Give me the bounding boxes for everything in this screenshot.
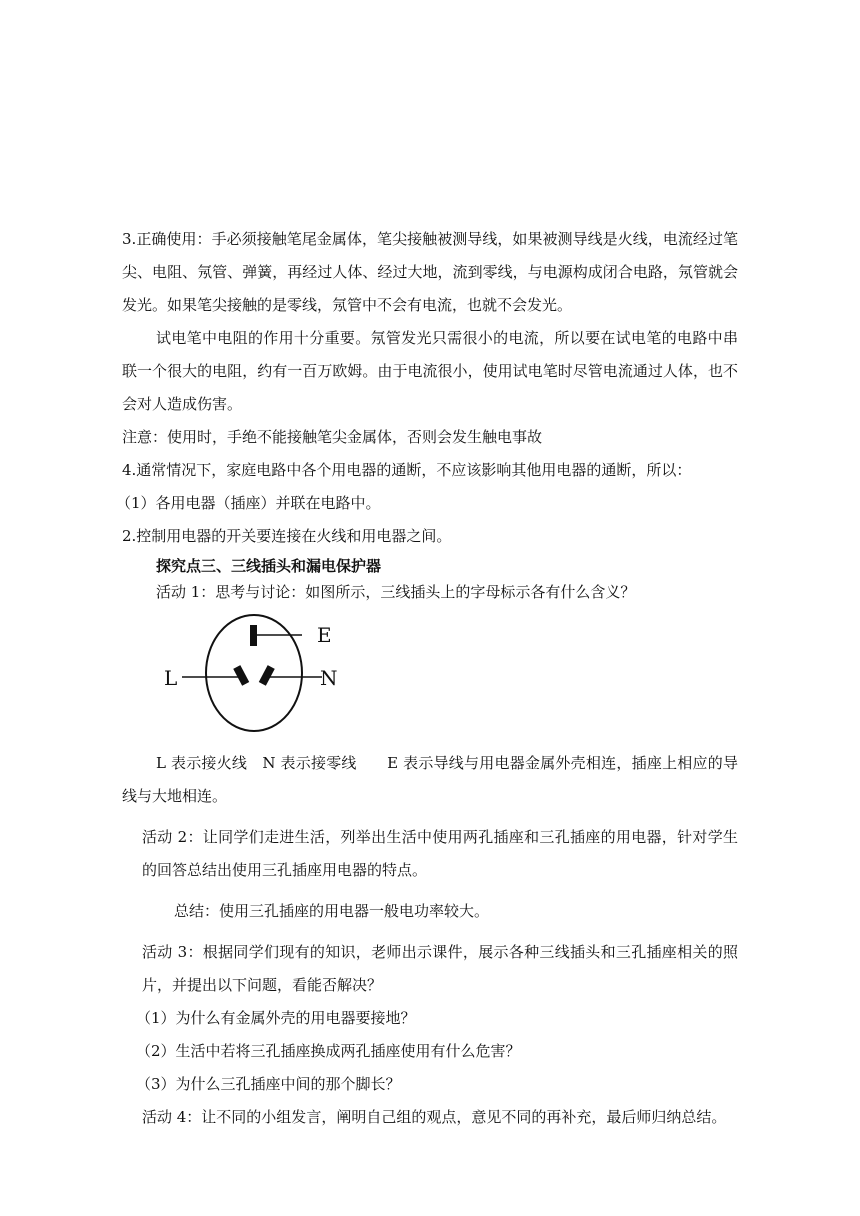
label-e: E bbox=[317, 623, 332, 647]
paragraph-household-circuit: 4.通常情况下，家庭电路中各个用电器的通断，不应该影响其他用电器的通断，所以： bbox=[122, 461, 692, 479]
section-heading: 探究点三、三线插头和漏电保护器 bbox=[156, 557, 382, 575]
three-pin-plug-figure bbox=[122, 611, 738, 739]
paragraph-parallel: （1）各用电器（插座）并联在电路中。 bbox=[116, 494, 381, 512]
paragraph-caution: 注意：使用时，手绝不能接触笔尖金属体，否则会发生触电事故 bbox=[122, 428, 543, 446]
paragraph-switch: 2.控制用电器的开关要连接在火线和用电器之间。 bbox=[122, 527, 452, 545]
activity-3: 活动 3：根据同学们现有的知识，老师出示课件，展示各种三线插头和三孔插座相关的照片，并提出以下问题，看能否解决？ bbox=[142, 943, 738, 994]
activity-4: 活动 4：让不同的小组发言，阐明自己组的观点，意见不同的再补充，最后师归纳总结。 bbox=[142, 1108, 727, 1126]
paragraph-resistor-role: 试电笔中电阻的作用十分重要。氖管发光只需很小的电流，所以要在试电笔的电路中串联一个很大的电阻，约有一百万欧姆。由于电流很小，使用试电笔时尽管电流通过人体，也不会对人造成伤害。 bbox=[122, 329, 738, 413]
question-3: （3）为什么三孔插座中间的那个脚长？ bbox=[136, 1075, 401, 1093]
neutral-pin bbox=[259, 665, 275, 686]
activity-2: 活动 2：让同学们走进生活，列举出生活中使用两孔插座和三孔插座的用电器，针对学生的回答总结出使用三孔插座用电器的特点。 bbox=[142, 828, 738, 879]
paragraph-correct-use: 3.正确使用：手必须接触笔尾金属体，笔尖接触被测导线，如果被测导线是火线，电流经过笔尖、电阻、氖管、弹簧，再经过人体、经过大地，流到零线，与电源构成闭合电路，氖管就会发光。如果笔尖接触的是零线，氖管中不会有电流，也就不会发光。 bbox=[122, 230, 738, 314]
activity-1: 活动 1：思考与讨论：如图所示，三线插头上的字母标示各有什么含义？ bbox=[156, 583, 636, 601]
label-l: L bbox=[164, 666, 178, 690]
summary: 总结：使用三孔插座的用电器一般电功率较大。 bbox=[174, 902, 490, 920]
question-1: （1）为什么有金属外壳的用电器要接地？ bbox=[136, 1009, 416, 1027]
earth-pin bbox=[250, 625, 257, 646]
plug-diagram bbox=[158, 611, 348, 735]
document-body bbox=[116, 223, 738, 1134]
paragraph-label-meanings: L 表示接火线 N 表示接零线 E 表示导线与用电器金属外壳相连，插座上相应的导线与大地相连。 bbox=[122, 754, 738, 805]
question-2: （2）生活中若将三孔插座换成两孔插座使用有什么危害？ bbox=[136, 1042, 521, 1060]
live-pin bbox=[233, 665, 249, 686]
label-n: N bbox=[320, 666, 338, 690]
